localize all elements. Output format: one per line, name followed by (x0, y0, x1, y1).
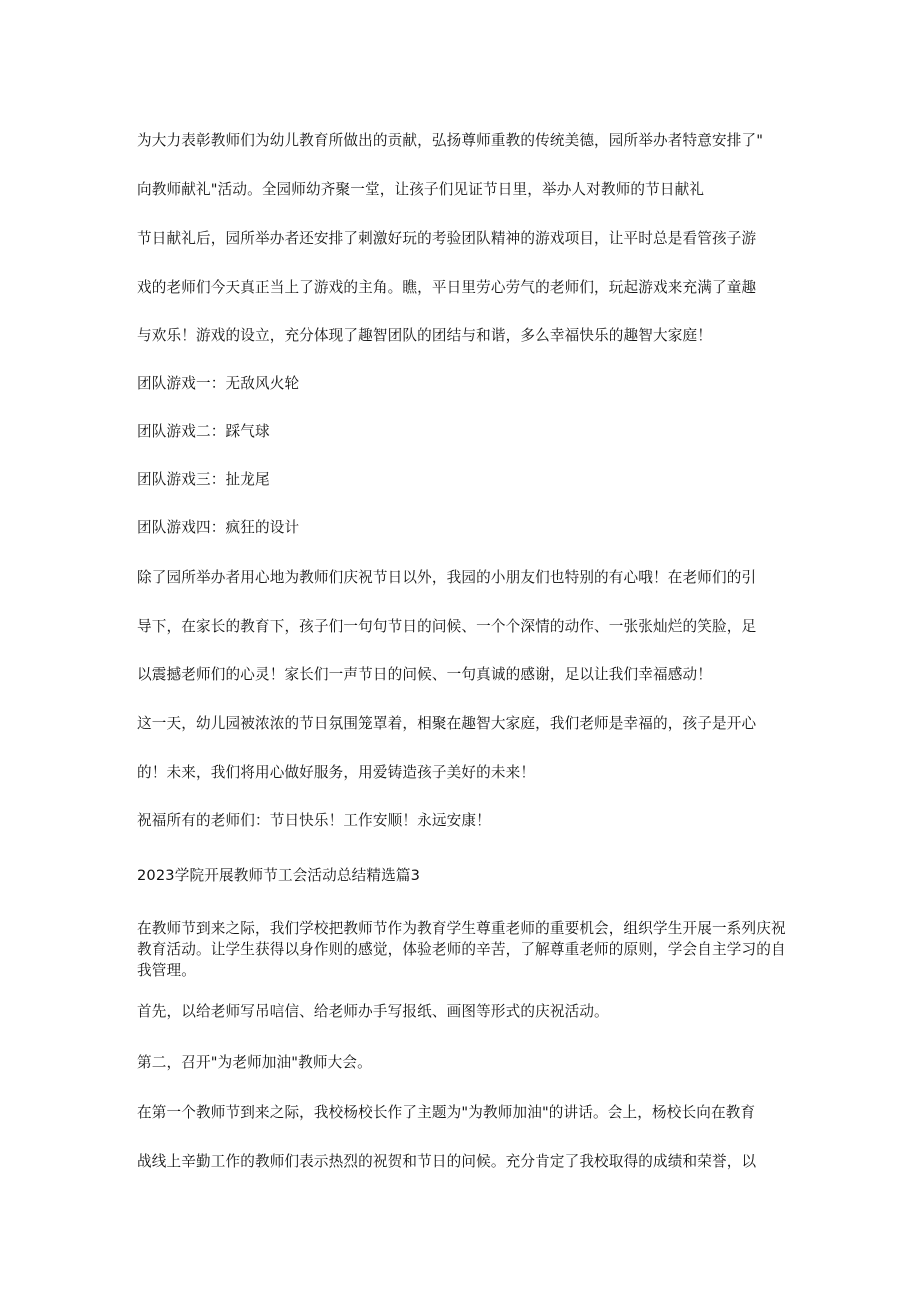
blessing-line: 祝福所有的老师们：节日快乐！工作安顺！永远安康！ (137, 812, 491, 829)
paragraph-line: 戏的老师们今天真正当上了游戏的主角。瞧，平日里劳心劳气的老师们，玩起游戏来充满了童趣 (137, 279, 757, 296)
paragraph-line: 为大力表彰教师们为幼儿教育所做出的贡献，弘扬尊师重教的传统美德，园所举办者特意安排了" (137, 132, 764, 149)
paragraph-line: 导下，在家长的教育下，孩子们一句句节日的问候、一个个深情的动作、一张张灿烂的笑脸，足 (137, 618, 757, 635)
paragraph-line: 这一天，幼儿园被浓浓的节日氛围笼罩着，相聚在趣智大家庭，我们老师是幸福的，孩子是开心 (137, 715, 757, 732)
game-item-3: 团队游戏三：扯龙尾 (137, 471, 270, 488)
game-item-2: 团队游戏二：踩气球 (137, 423, 270, 440)
paragraph-line: 除了园所举办者用心地为教师们庆祝节日以外，我园的小朋友们也特别的有心哦！在老师们的引 (137, 569, 757, 586)
paragraph-line: 以震撼老师们的心灵！家长们一声节日的问候、一句真诚的感谢，足以让我们幸福感动！ (137, 666, 713, 683)
paragraph-line: 在第一个教师节到来之际，我校杨校长作了主题为"为教师加油"的讲话。会上，杨校长向在教育 (137, 1104, 756, 1121)
paragraph-line: 节日献礼后，园所举办者还安排了刺激好玩的考验团队精神的游戏项目，让平时总是看管孩子游 (137, 230, 757, 247)
intro-paragraph: 在教师节到来之际，我们学校把教师节作为教育学生尊重老师的重要机会，组织学生开展一系列庆祝教育活动。让学生获得以身作则的感觉，体验老师的辛苦，了解尊重老师的原则，学会自主学习的自我管理。 (137, 920, 786, 979)
game-item-1: 团队游戏一：无敌风火轮 (137, 375, 300, 392)
paragraph-line: 战线上辛勤工作的教师们表示热烈的祝贺和节日的问候。充分肯定了我校取得的成绩和荣誉，以 (137, 1153, 757, 1170)
paragraph-line: 首先，以给老师写吊唁信、给老师办手写报纸、画图等形式的庆祝活动。 (137, 1003, 609, 1020)
paragraph-line: 的！未来，我们将用心做好服务，用爱铸造孩子美好的未来！ (137, 764, 536, 781)
paragraph-line: 向教师献礼"活动。全园师幼齐聚一堂，让孩子们见证节日里，举办人对教师的节日献礼 (137, 181, 705, 198)
section-heading: 2023学院开展教师节工会活动总结精选篇3 (137, 867, 421, 884)
game-item-4: 团队游戏四：疯狂的设计 (137, 519, 300, 536)
paragraph-line: 与欢乐！游戏的设立，充分体现了趣智团队的团结与和谐，多么幸福快乐的趣智大家庭！ (137, 327, 713, 344)
paragraph-line: 第二，召开"为老师加油"教师大会。 (137, 1054, 372, 1071)
